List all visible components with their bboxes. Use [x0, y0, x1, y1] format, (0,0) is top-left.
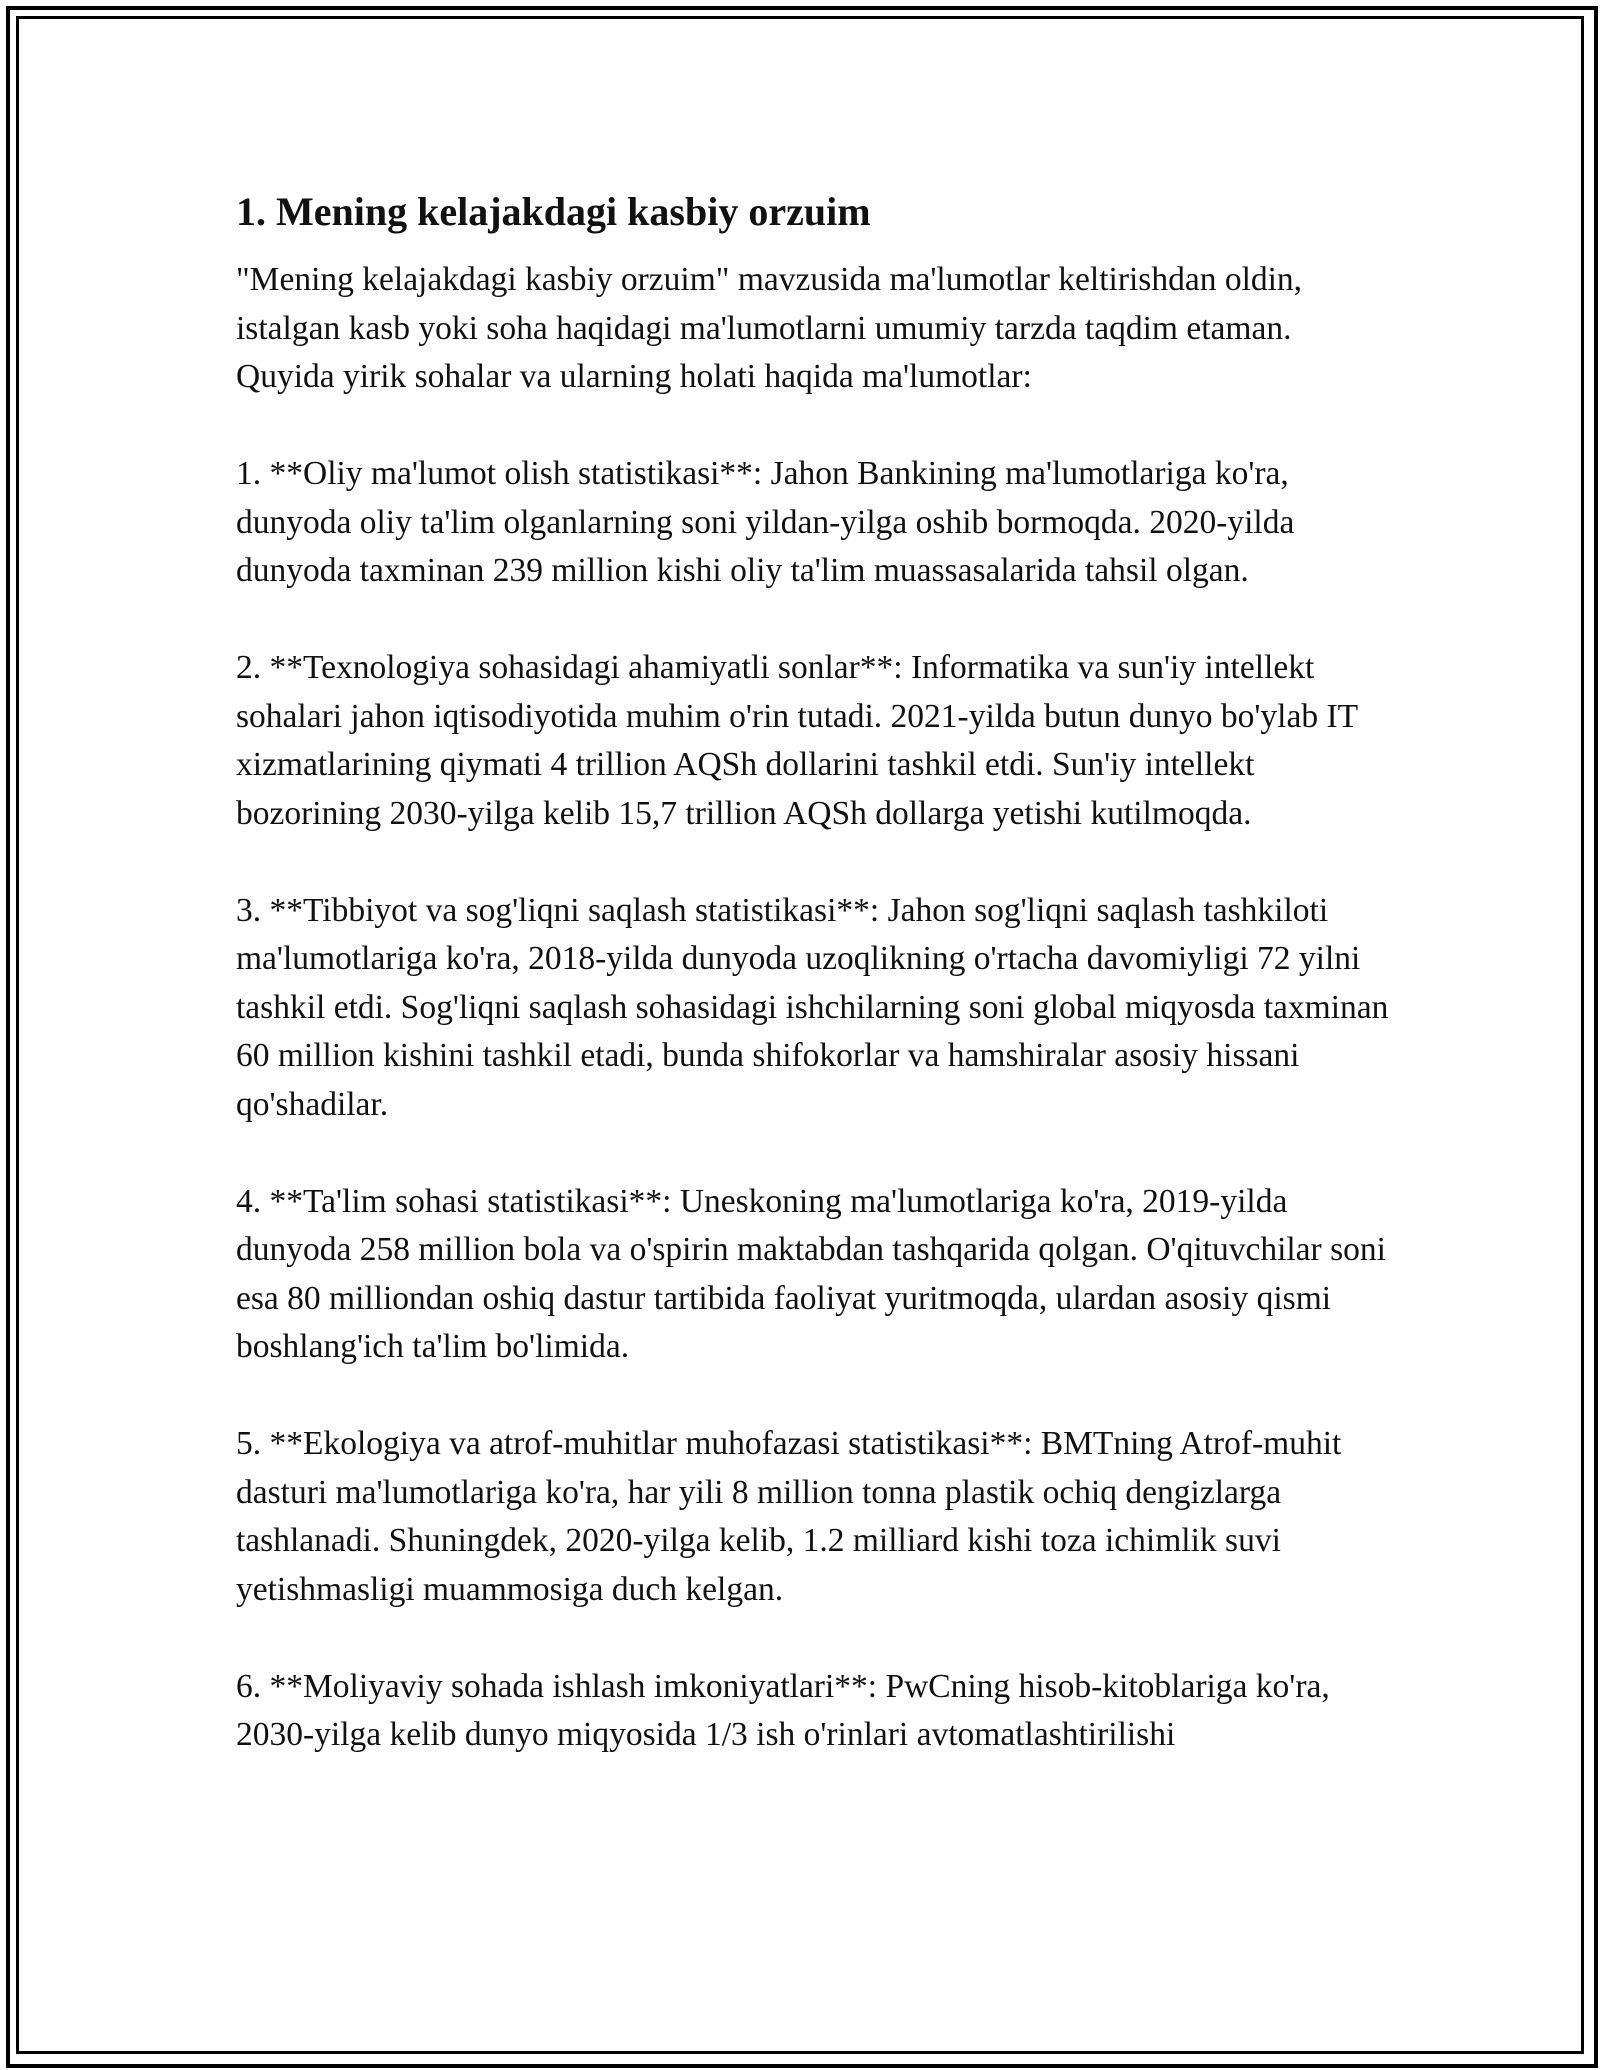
- list-item-6: 6. **Moliyaviy sohada ishlash imkoniyatlari**: PwCning hisob-kitoblariga ko'ra, 2030-yilga kelib dunyo miqyosida 1/3 ish o'rinlari avtomatlashtirilishi: [236, 1667, 1330, 1753]
- list-item-1: 1. **Oliy ma'lumot olish statistikasi**: Jahon Bankining ma'lumotlariga ko'ra, dunyoda oliy ta'lim olganlarning soni yildan-yilga oshib bormoqda. 2020-yilda dunyoda taxminan 239 million kishi oliy ta'lim muassasalarida tahsil olgan.: [236, 455, 1295, 589]
- list-item-5: 5. **Ekologiya va atrof-muhitlar muhofazasi statistikasi**: BMTning Atrof-muhit dasturi ma'lumotlariga ko'ra, har yili 8 million tonna plastik ochiq dengizlarga tashlanadi. Shuningdek, 2020-yilga kelib, 1.2 milliard kishi toza ichimlik suvi yetishmasligi muammosiga duch kelgan.: [236, 1425, 1342, 1608]
- list-item-2: 2. **Texnologiya sohasidagi ahamiyatli sonlar**: Informatika va sun'iy intellekt sohalari jahon iqtisodiyotida muhim o'rin tutadi. 2021-yilda butun dunyo bo'ylab IT xizmatlarining qiymati 4 trillion AQSh dollarini tashkil etdi. Sun'iy intellekt bozorining 2030-yilga kelib 15,7 trillion AQSh dollarga yetishi kutilmoqda.: [236, 649, 1358, 832]
- list-item-4: 4. **Ta'lim sohasi statistikasi**: Uneskoning ma'lumotlariga ko'ra, 2019-yilda dunyoda 258 million bola va o'spirin maktabdan tashqarida qolgan. O'qituvchilar soni esa 80 milliondan oshiq dastur tartibida faoliyat yuritmoqda, ulardan asosiy qismi boshlang'ich ta'lim bo'limida.: [236, 1182, 1386, 1365]
- list-item-3: 3. **Tibbiyot va sog'liqni saqlash statistikasi**: Jahon sog'liqni saqlash tashkiloti ma'lumotlariga ko'ra, 2018-yilda dunyoda uzoqlikning o'rtacha davomiyligi 72 yilni tashkil etdi. Sog'liqni saqlash sohasidagi ishchilarning soni global miqyosda taxminan 60 million kishini tashkil etadi, bunda shifokorlar va hamshiralar asosiy hissani qo'shadilar.: [236, 891, 1389, 1123]
- section-heading: 1. Mening kelajakdagi kasbiy orzuim: [236, 189, 871, 234]
- intro-paragraph: "Mening kelajakdagi kasbiy orzuim" mavzusida ma'lumotlar keltirishdan oldin, istalgan kasb yoki soha haqidagi ma'lumotlarni umumiy tarzda taqdim etaman. Quyida yirik sohalar va ularning holati haqida ma'lumotlar:: [236, 261, 1303, 395]
- document-body: [236, 186, 1396, 1760]
